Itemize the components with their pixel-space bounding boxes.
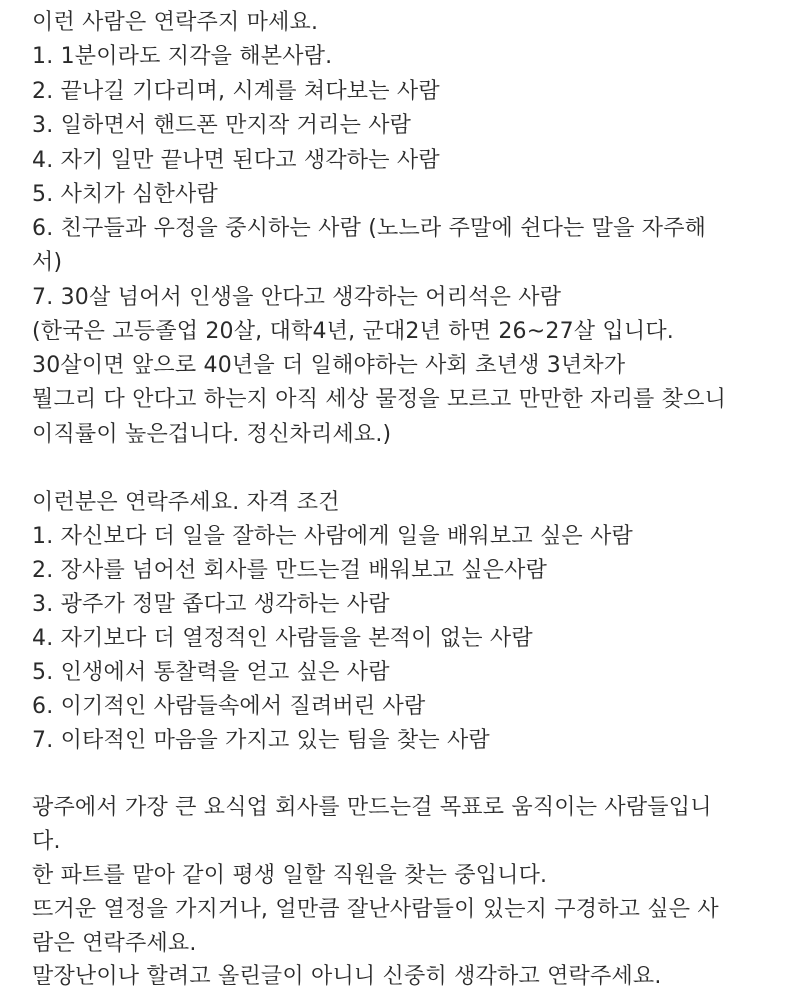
section2-item-5: 5. 인생에서 통찰력을 얻고 싶은 사람 [32,660,390,685]
section1-note-line-4: 이직률이 높은겁니다. 정신차리세요.) [32,422,392,447]
section2-item-2: 2. 장사를 넘어선 회사를 만드는걸 배워보고 싶은사람 [32,558,548,583]
section2-item-6: 6. 이기적인 사람들속에서 질려버린 사람 [32,694,426,719]
section2-item-3: 3. 광주가 정말 좁다고 생각하는 사람 [32,592,390,617]
section3-line-4: 뜨거운 열정을 가지거나, 얼만큼 잘난사람들이 있는지 구경하고 싶은 사 [32,897,719,922]
section1-item-5: 5. 사치가 심한사람 [32,182,218,207]
section3-line-2: 다. [32,829,61,854]
section3-line-3: 한 파트를 맡아 같이 평생 일할 직원을 찾는 중입니다. [32,863,548,888]
section1-item-6: 6. 친구들과 우정을 중시하는 사람 (노느라 주말에 쉰다는 말을 자주해 [32,216,707,241]
section1-title: 이런 사람은 연락주지 마세요. [32,10,319,35]
section1-item-6-continued: 서) [32,250,63,275]
section1-item-2: 2. 끝나길 기다리며, 시계를 쳐다보는 사람 [32,79,440,104]
section1-item-3: 3. 일하면서 핸드폰 만지작 거리는 사람 [32,113,412,138]
section2-item-4: 4. 자기보다 더 열정적인 사람들을 본적이 없는 사람 [32,626,533,651]
section3-line-5: 람은 연락주세요. [32,931,197,956]
section2-item-7: 7. 이타적인 마음을 가지고 있는 팀을 찾는 사람 [32,728,490,753]
section1-item-7: 7. 30살 넘어서 인생을 안다고 생각하는 어리석은 사람 [32,285,562,310]
section1-note-line-3: 뭘그리 다 안다고 하는지 아직 세상 물정을 모르고 만만한 자리를 찾으니 [32,387,727,412]
section1-note-line-2: 30살이면 앞으로 40년을 더 일해야하는 사회 초년생 3년차가 [32,353,626,378]
section2-item-1: 1. 자신보다 더 일을 잘하는 사람에게 일을 배워보고 싶은 사람 [32,524,633,549]
section2-title: 이런분은 연락주세요. 자격 조건 [32,490,340,515]
section3-line-1: 광주에서 가장 큰 요식업 회사를 만드는걸 목표로 움직이는 사람들입니 [32,795,712,820]
section1-item-4: 4. 자기 일만 끝나면 된다고 생각하는 사람 [32,148,440,173]
section1-note-line-1: (한국은 고등졸업 20살, 대학4년, 군대2년 하면 26~27살 입니다. [32,319,674,344]
section3-line-6: 말장난이나 할려고 올린글이 아니니 신중히 생각하고 연락주세요. [32,964,662,989]
section1-item-1: 1. 1분이라도 지각을 해본사람. [32,44,333,69]
